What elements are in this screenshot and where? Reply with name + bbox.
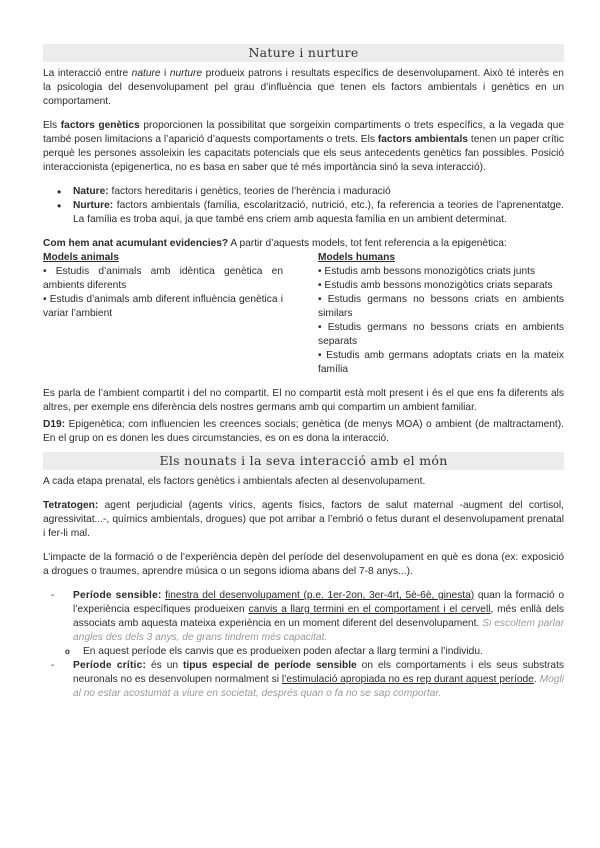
sensitive-period-item: - Període sensible: finestra del desenvolupament (p.e. 1er-2on, 3er-4rt, 5è-6è, ginesta) quan la formació o l’experiència específiques produeixen canvis a llarg termini en el comportament i el cervell, més enllà dels associats amb aquesta mateixa experiència en un moment diferent del desenvolupament. Si escoltem parlar angles des dels 3 anys, de grans tindrem més capacitat. <box>51 590 565 643</box>
section-title-nature-nurture: Nature i nurture <box>43 44 564 62</box>
list-item: • Estudis germans no bessons criats en ambients similars <box>318 294 564 319</box>
impact-paragraph: L’impacte de la formació o de l’experiència depèn del període del desenvolupament en què es dona (ex: exposició a drogues o traumes, aprendre música o un segons idioma abans del 7-8 anys...). <box>43 552 564 577</box>
list-item: • Estudis amb bessons monozigòtics criats separats <box>318 280 553 291</box>
critical-period-item: - Període crític: és un tipus especial de període sensible on els comportaments i els seus substrats neuronals no es desenvolupen normalment si l’estimulació apropiada no es rep durant aquest període. Mogli al no estar acostumat a viure en societat, després quan o fa no se sap comportar. <box>51 660 564 699</box>
models-humans <box>318 251 564 377</box>
list-item: • Nurture: factors ambientals (família, escolarització, nutrició, etc.), fa referencia a teories de l’aprenentatge. La família es troba aquí, ja que també ens criem amb aquesta família en un ambient determinat. <box>73 199 564 227</box>
section-title-newborns: Els nounats i la seva interacció amb el món <box>43 452 564 470</box>
models-humans-title: Models humans <box>318 252 395 263</box>
list-item: • Estudis d’animals amb diferent influència genètica i variar l’ambient <box>43 294 283 319</box>
models-columns <box>43 251 564 377</box>
dash-marker: - <box>51 590 55 601</box>
list-item: • Estudis amb bessons monozigòtics criats junts <box>318 266 536 277</box>
list-item: • Estudis germans no bessons criats en ambients separats <box>318 322 564 347</box>
shared-environment-paragraph: Es parla de l’ambient compartit i del no compartit. El no compartit està molt present i és el que ens fa diferents als altres, per exemple ens diferència dels nostres germans amb qui compartim un ambient familiar. <box>43 388 564 413</box>
dash-marker: - <box>51 660 55 671</box>
evidence-question: Com hem anat acumulant evidencies? A partir d’aquests models, tot fent referencia a la epigenètica: <box>43 238 507 249</box>
d19-paragraph: D19: Epigenètica; com influencien les creences socials; genètica (de menys MOA) o ambient (de maltractament). En el grup on es donen les dues circumstancies, es on es dona la interacció. <box>43 419 564 444</box>
list-item: • Nature: factors hereditaris i genètics, teories de l’herència i maduració <box>73 185 564 199</box>
intro-paragraph: La interacció entre nature i nurture produeix patrons i resultats específics de desenvolupament. Això té interès en la psicologia del desenvolupament pel grau d’influència que tenen els factors ambientals i genètics en un comportament. <box>43 68 564 107</box>
list-item: • Estudis d’animals amb idèntica genètica en ambients diferents <box>43 266 283 291</box>
genetic-factors-paragraph: Els factors genètics proporcionen la possibilitat que sorgeixin compartiments o trets específics, a la vegada que també posen limitacions a l’aparició d’aquests comportaments o trets. Els factors ambientals tenen un paper crític perquè les persones assoleixin les capacitats potencials que els seus antecedents genètics fan possibles. Posició interaccionista (epigenertica, no es basa en saber que té més importància sinó la seva interacció). <box>43 120 565 173</box>
circle-marker: o <box>65 647 70 656</box>
nature-nurture-list <box>43 185 564 227</box>
prenatal-paragraph: A cada etapa prenatal, els factors genètics i ambientals afecten al desenvolupament. <box>43 476 426 487</box>
teratogen-paragraph: Tetratogen: agent perjudicial (agents vírics, agents físics, factors de salut maternal -augment del cortisol, agressivitat...-, químics ambientals, drogues) que pot arribar a l’embrió o fetus durant el desenvolupament prenatal i fer-li mal. <box>43 500 564 539</box>
sensitive-period-subitem: o En aquest període els canvis que es produeixen poden afectar a llarg termini a l’individu. <box>65 646 483 657</box>
models-animals <box>43 251 283 377</box>
models-animals-title: Models animals <box>43 252 119 263</box>
list-item: • Estudis amb germans adoptats criats en la mateix família <box>318 350 564 375</box>
page-content <box>43 44 564 701</box>
